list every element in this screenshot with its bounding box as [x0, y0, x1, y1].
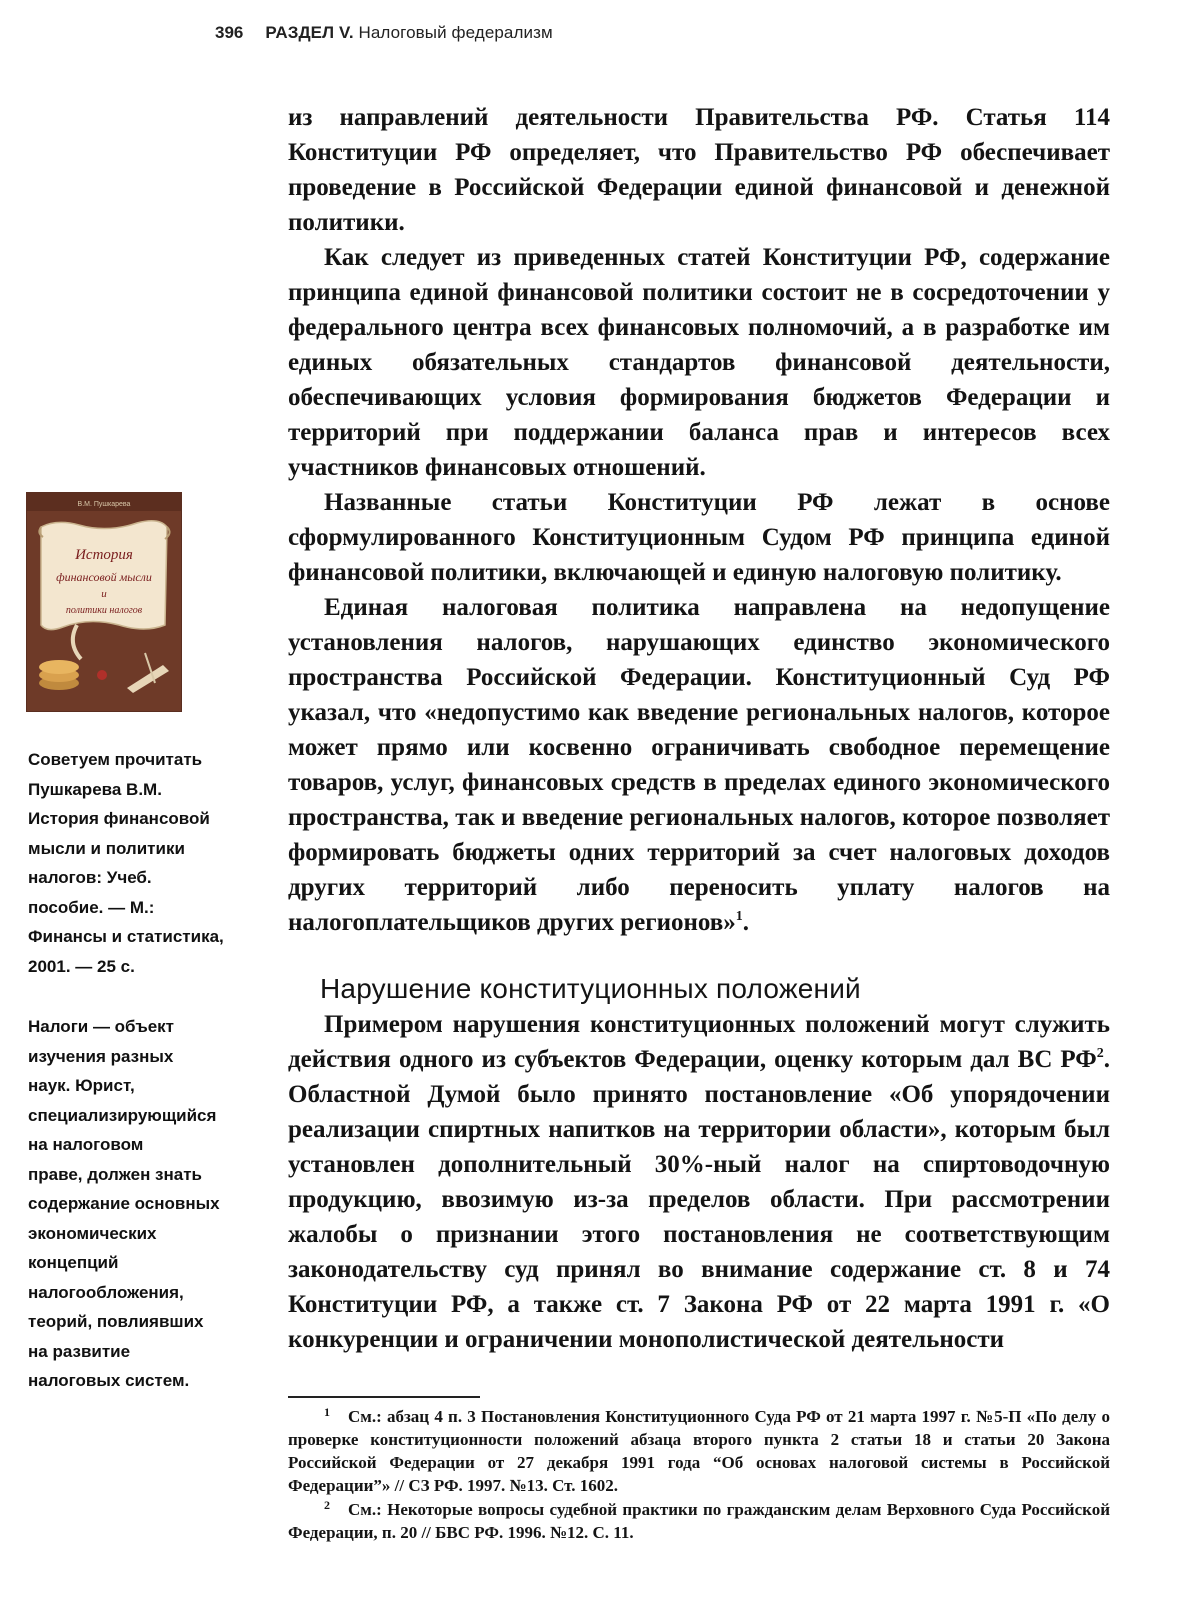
note-line: концепций	[28, 1253, 119, 1272]
book-cover-title-1: История	[75, 547, 133, 563]
note-line: на налоговом	[28, 1135, 144, 1154]
footnote-1	[288, 1405, 1110, 1497]
recommended-reading	[28, 745, 258, 981]
recommend-line: налогов: Учеб.	[28, 868, 152, 887]
recommend-line: Советуем прочитать	[28, 750, 203, 769]
paragraph-1: из направлений деятельности Правительства РФ. Статья 114 Конституции РФ определяет, что Правительство РФ обеспечивает проведение в Российской Федерации единой финансовой и денежной политики.	[288, 104, 1110, 236]
section-name: Налоговый федерализм	[358, 23, 553, 42]
note-line: налогообложения,	[28, 1282, 184, 1302]
footnote-number: 1	[324, 1405, 330, 1419]
paragraph-5-text-a: Примером нарушения конституционных положений могут служить действия одного из субъектов Федерации, оценку которым дал ВС РФ	[288, 1011, 1110, 1073]
note-line: теорий, повлиявших	[28, 1312, 204, 1331]
book-cover-title-3: и	[101, 588, 107, 600]
paragraph-4-end: .	[742, 909, 750, 936]
note-line: на развитие	[28, 1341, 131, 1361]
book-cover-image	[26, 492, 182, 712]
section-title	[265, 23, 552, 43]
note-line: содержание основных	[28, 1194, 220, 1213]
footnote-number: 2	[324, 1498, 330, 1512]
paragraph-5-text-b: . Областной Думой было принято постановление «Об упорядочении реализации спиртных напитков на территории области», которым был установлен дополнительный 30%-ный налог на спиртоводочную продукцию, ввозимую из-за пределов области. При рассмотрении жалобы о признании этого постановления не соответствующим законодательству суд принял во внимание содержание ст. 8 и 74 Конституции РФ, а также ст. 7 Закона РФ от 22 марта 1991 г. «О конкуренции и ограничении монополистической деятельности	[288, 1046, 1110, 1353]
note-line: специализирующийся	[28, 1105, 217, 1125]
note-line: налоговых систем.	[28, 1371, 190, 1390]
note-line: наук. Юрист,	[28, 1076, 135, 1095]
recommend-line: 2001. — 25 с.	[28, 956, 135, 976]
footnote-2	[288, 1498, 1110, 1544]
footnote-text: См.: Некоторые вопросы судебной практики по гражданским делам Верховного Суда Российской Федерации, п. 20 // БВС РФ. 1996. №12. С. 11.	[288, 1500, 1110, 1542]
paragraph-4	[288, 590, 1110, 940]
running-header	[215, 20, 553, 46]
recommend-line: пособие. — М.:	[28, 897, 155, 917]
section-heading: Нарушение конституционных положений	[320, 973, 861, 1004]
footnote-ref-1[interactable]: 1	[735, 909, 743, 924]
paragraph-3: Названные статьи Конституции РФ лежат в основе сформулированного Конституционным Судом РФ принципа единой финансовой политики, включающей и единую налоговую политику.	[288, 489, 1110, 586]
book-cover-author: В.М. Пушкарева	[77, 501, 131, 508]
recommend-line: мысли и политики	[28, 838, 185, 858]
paragraph-5	[288, 1007, 1110, 1357]
paragraph-4-text: Единая налоговая политика направлена на недопущение установления налогов, нарушающих единство экономического пространства Российской Федерации. Конституционный Суд РФ указал, что «недопустимо как введение региональных налогов, которое может прямо или косвенно ограничивать свободное перемещение товаров, услуг, финансовых средств в пределах единого экономического пространства, так и введение региональных налогов, которое позволяет формировать бюджеты одних территорий за счет налоговых доходов других территорий либо переносить уплату налогов на налогоплательщиков других регионов»	[288, 594, 1110, 936]
book-cover-title-4: политики налогов	[65, 605, 143, 616]
paragraph-2: Как следует из приведенных статей Конституции РФ, содержание принципа единой финансовой политики состоит не в сосредоточении у федерального центра всех финансовых полномочий, а в разработке им единых обязательных стандартов финансовой деятельности, обеспечивающих условия формирования бюджетов Федерации и территорий при поддержании баланса прав и интересов всех участников финансовых отношений.	[288, 244, 1110, 481]
sidebar-note	[28, 1012, 258, 1396]
note-line: экономических	[28, 1223, 157, 1243]
note-line: изучения разных	[28, 1046, 174, 1066]
recommend-line: История финансовой	[28, 809, 210, 828]
footnotes	[288, 1405, 1110, 1544]
book-cover-title-2: финансовой мысли	[56, 570, 152, 584]
note-line: праве, должен знать	[28, 1164, 203, 1184]
note-line: Налоги — объект	[28, 1017, 175, 1036]
section-label: РАЗДЕЛ V.	[265, 23, 354, 42]
footnote-ref-2[interactable]: 2	[1096, 1046, 1104, 1061]
page-number: 396	[215, 23, 244, 42]
footnote-text: См.: абзац 4 п. 3 Постановления Конституционного Суда РФ от 21 марта 1997 г. №5-П «По делу о проверке конституционности положений абзаца второго пункта 2 статьи 18 и статьи 20 Закона Российской Федерации от 27 декабря 1991 года “Об основах налоговой системы в Российской Федерации”» // СЗ РФ. 1997. №13. Ст. 1602.	[288, 1407, 1110, 1495]
footnote-divider	[288, 1396, 480, 1398]
main-text	[288, 100, 1110, 1357]
recommend-line: Пушкарева В.М.	[28, 779, 162, 799]
recommend-line: Финансы и статистика,	[28, 927, 224, 946]
